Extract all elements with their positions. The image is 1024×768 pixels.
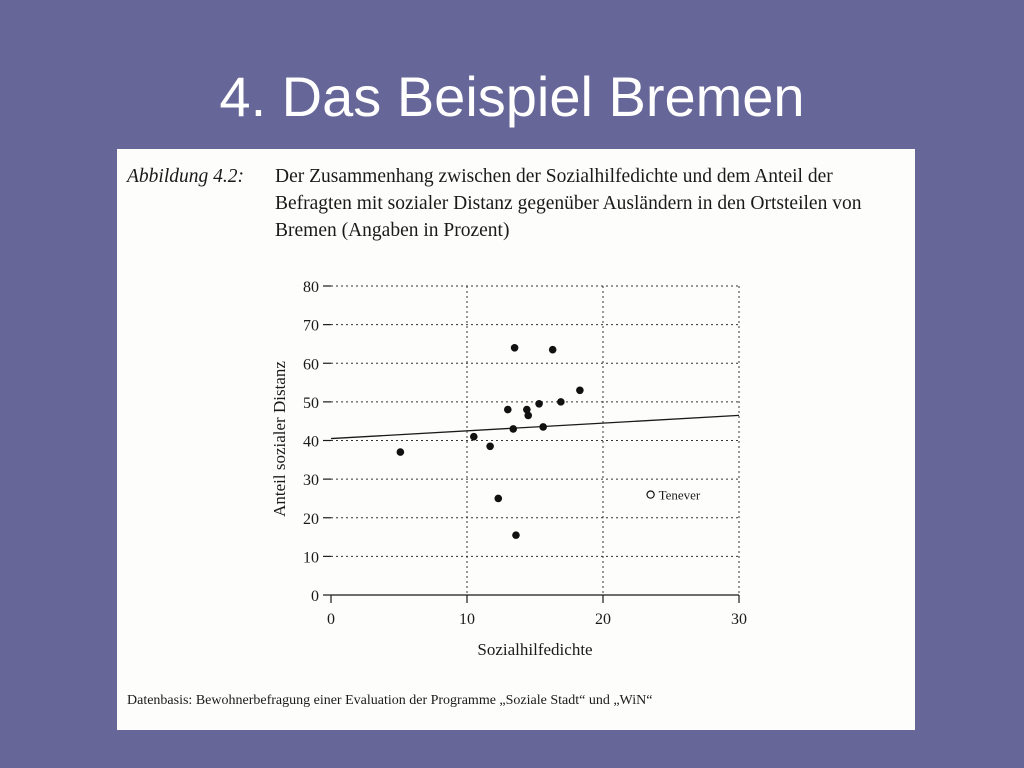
y-axis-label: Anteil sozialer Distanz (270, 361, 289, 517)
x-axis-ticks (327, 595, 747, 628)
data-point (494, 495, 502, 503)
data-point (512, 531, 520, 539)
y-tick-label: 20 (303, 510, 319, 528)
data-point (504, 406, 512, 414)
data-point (549, 346, 557, 354)
slide-title: 4. Das Beispiel Bremen (219, 65, 805, 128)
annotation-marker (647, 491, 654, 498)
y-tick-label: 60 (303, 356, 319, 374)
x-axis-label: Sozialhilfedichte (477, 640, 593, 659)
figure-caption-text: Der Zusammenhang zwischen der Sozialhilfedichte und dem Anteil der Befragten mit sozialer Distanz gegenüber Ausländern in den Ortsteilen von Bremen (Angaben in Prozent) (275, 166, 862, 241)
y-axis-ticks (303, 279, 331, 605)
y-tick-label: 0 (311, 588, 319, 605)
x-tick-label: 0 (327, 611, 335, 628)
y-tick-label: 10 (303, 549, 319, 567)
y-tick-label: 80 (303, 279, 319, 296)
annotation-label: Tenever (658, 487, 701, 503)
data-point (397, 448, 405, 456)
annotations (647, 488, 701, 503)
data-point (535, 400, 543, 408)
x-tick-label: 10 (459, 611, 475, 628)
data-point (486, 442, 494, 450)
data-point (557, 398, 565, 406)
y-tick-label: 70 (303, 317, 319, 335)
scatter-chart (117, 149, 915, 669)
data-point (576, 386, 584, 394)
chart-grid (331, 286, 739, 595)
y-tick-label: 50 (303, 394, 319, 412)
data-points (397, 344, 584, 539)
y-tick-label: 40 (303, 433, 319, 451)
figure-scan (117, 149, 915, 730)
data-point (470, 433, 478, 441)
data-point (524, 412, 532, 420)
data-point (509, 425, 517, 433)
regression-line (331, 415, 739, 438)
figure-label: Abbildung 4.2: (127, 166, 244, 187)
y-tick-label: 30 (303, 472, 319, 490)
x-tick-label: 20 (595, 611, 611, 628)
data-source-note: Datenbasis: Bewohnerbefragung einer Evaluation der Programme „Soziale Stadt“ und „WiN“ (127, 693, 653, 708)
x-tick-label: 30 (731, 611, 747, 628)
data-point (511, 344, 519, 352)
data-point (539, 423, 547, 431)
